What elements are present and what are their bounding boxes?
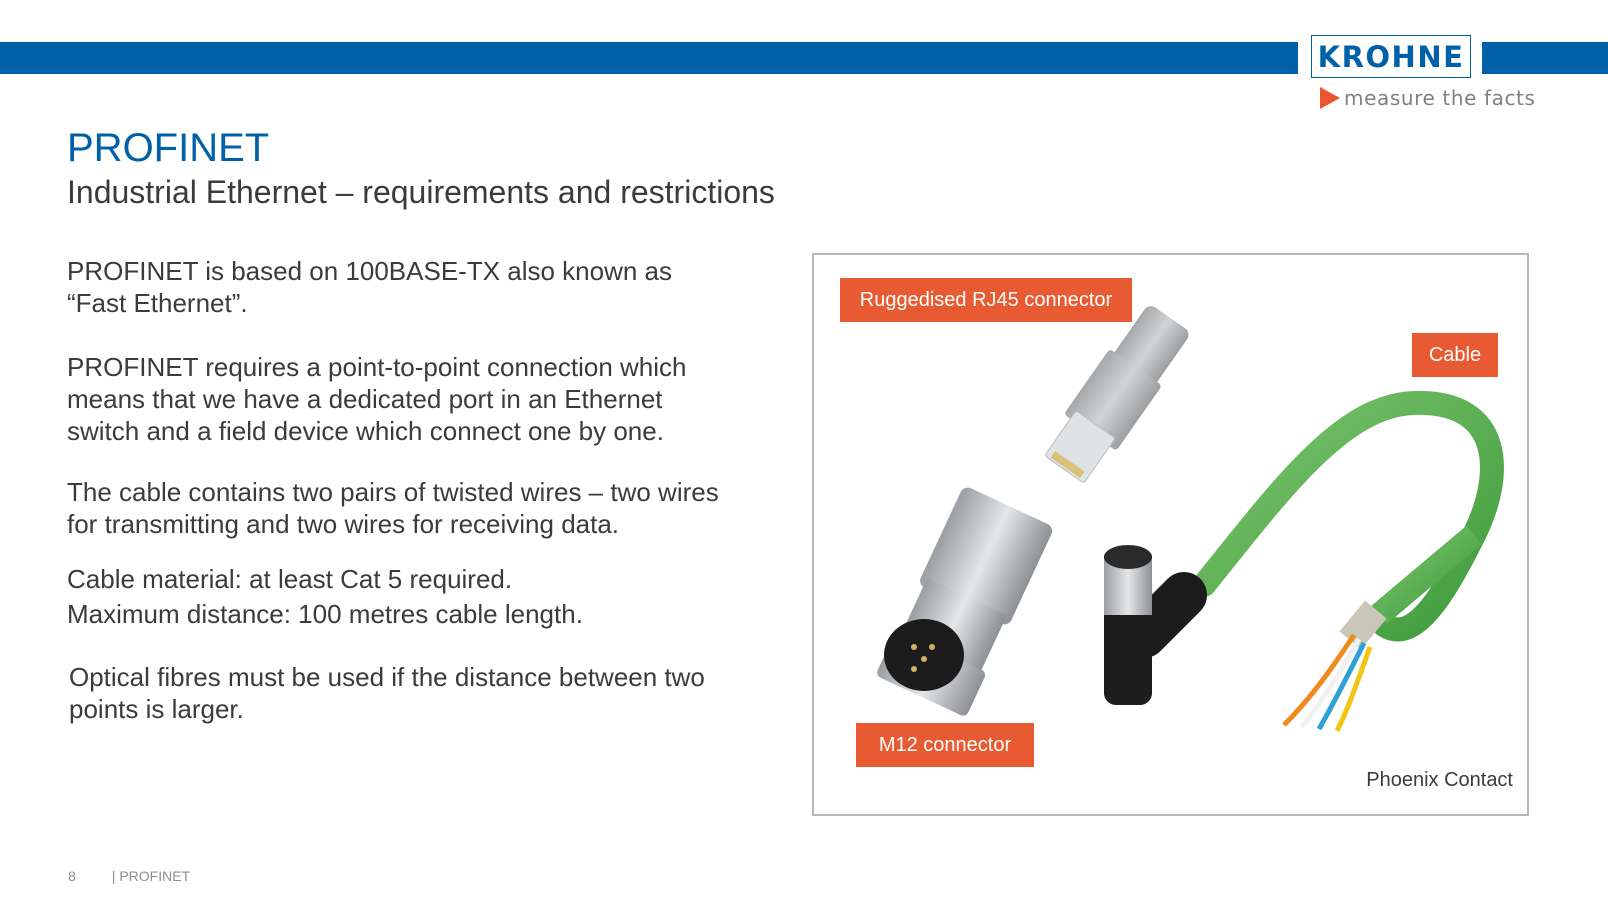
paragraph-100base: PROFINET is based on 100BASE-TX also known as “Fast Ethernet”. xyxy=(67,256,673,318)
rj45-connector-image xyxy=(1038,300,1197,488)
footer-section: | PROFINET xyxy=(111,868,191,884)
slide-title: PROFINET xyxy=(67,126,270,170)
paragraph-twisted-pairs: The cable contains two pairs of twisted wires – two wires for transmitting and two wires for receiving data. xyxy=(67,477,719,539)
paragraph-cable-material: Cable material: at least Cat 5 required. xyxy=(67,564,513,594)
m12-connector-image xyxy=(875,485,1054,718)
paragraph-max-distance: Maximum distance: 100 metres cable length. xyxy=(67,599,583,629)
connector-figure xyxy=(812,253,1529,816)
logo-text: KROHNE xyxy=(1317,39,1465,74)
label-cable: Cable xyxy=(1412,333,1498,377)
tagline xyxy=(1320,86,1536,110)
play-arrow-icon xyxy=(1320,87,1340,109)
header-bar-left xyxy=(0,42,1298,74)
header-bar-right xyxy=(1482,42,1608,74)
krohne-logo xyxy=(1311,35,1471,78)
paragraph-optical-fibres: Optical fibres must be used if the distance between two points is larger. xyxy=(69,662,705,724)
tagline-text: measure the facts xyxy=(1344,86,1536,110)
angled-m12-image xyxy=(1104,545,1184,705)
footer xyxy=(68,868,190,884)
slide-subtitle: Industrial Ethernet – requirements and restrictions xyxy=(67,174,775,210)
image-credit: Phoenix Contact xyxy=(1366,769,1513,791)
cable-image xyxy=(1204,403,1492,731)
page-number: 8 xyxy=(68,868,76,884)
label-m12-connector: M12 connector xyxy=(856,723,1034,767)
paragraph-point-to-point: PROFINET requires a point-to-point connection which means that we have a dedicated port in an Ethernet switch and a field device which connect one by one. xyxy=(67,352,687,446)
label-rj45-connector: Ruggedised RJ45 connector xyxy=(840,278,1132,322)
